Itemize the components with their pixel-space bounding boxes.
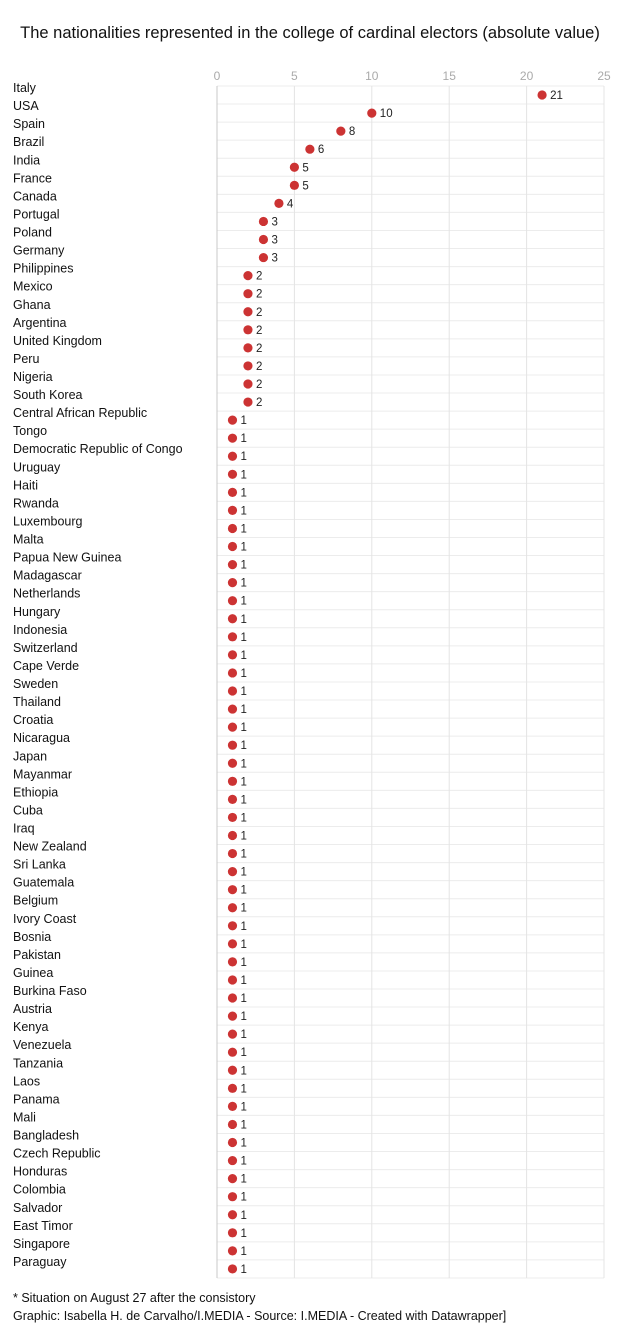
data-point bbox=[305, 145, 314, 154]
category-label: Laos bbox=[13, 1074, 41, 1089]
category-label: Czech Republic bbox=[13, 1146, 101, 1161]
value-label: 1 bbox=[240, 649, 247, 662]
value-label: 1 bbox=[240, 433, 247, 446]
category-label: Cuba bbox=[13, 803, 43, 818]
value-label: 2 bbox=[255, 288, 263, 301]
category-label: Indonesia bbox=[13, 622, 68, 637]
value-label: 2 bbox=[255, 378, 263, 391]
category-label: Mali bbox=[13, 1110, 36, 1125]
category-label: Sri Lanka bbox=[13, 857, 66, 872]
data-point bbox=[228, 831, 237, 840]
data-point bbox=[228, 723, 237, 732]
data-point bbox=[228, 452, 237, 461]
data-point bbox=[243, 289, 252, 298]
value-label: 1 bbox=[240, 812, 247, 825]
category-label: Peru bbox=[13, 351, 40, 366]
value-label: 1 bbox=[240, 451, 247, 464]
value-label: 1 bbox=[240, 487, 247, 500]
data-point bbox=[228, 1084, 237, 1093]
category-label: Argentina bbox=[13, 315, 67, 330]
category-label: Canada bbox=[13, 189, 57, 204]
data-point bbox=[228, 1102, 237, 1111]
category-label: East Timor bbox=[13, 1218, 73, 1233]
category-label: South Korea bbox=[13, 388, 83, 403]
data-point bbox=[228, 578, 237, 587]
data-point bbox=[228, 795, 237, 804]
value-label: 1 bbox=[240, 1209, 247, 1222]
x-tick-label: 15 bbox=[442, 69, 456, 83]
value-label: 2 bbox=[255, 270, 263, 283]
category-label: Bangladesh bbox=[13, 1128, 80, 1143]
category-label: Brazil bbox=[13, 135, 45, 150]
data-point bbox=[243, 343, 252, 352]
data-point bbox=[290, 181, 299, 190]
value-label: 1 bbox=[240, 884, 247, 897]
data-point bbox=[228, 506, 237, 515]
category-label: Philippines bbox=[13, 261, 74, 276]
category-label: Democratic Republic of Congo bbox=[13, 442, 183, 457]
category-label: Poland bbox=[13, 225, 52, 240]
data-point bbox=[243, 379, 252, 388]
category-label: Rwanda bbox=[13, 496, 59, 511]
category-label: United Kingdom bbox=[13, 333, 102, 348]
category-label: Paraguay bbox=[13, 1254, 67, 1269]
data-point bbox=[228, 416, 237, 425]
category-label: Honduras bbox=[13, 1164, 68, 1179]
value-label: 1 bbox=[240, 920, 247, 933]
data-point bbox=[228, 867, 237, 876]
data-point bbox=[228, 993, 237, 1002]
value-label: 1 bbox=[240, 993, 247, 1006]
value-label: 1 bbox=[240, 776, 247, 789]
value-label: 1 bbox=[240, 667, 247, 680]
x-tick-label: 25 bbox=[597, 69, 611, 83]
value-labels bbox=[240, 90, 562, 1276]
value-label: 1 bbox=[240, 577, 247, 590]
x-tick-label: 10 bbox=[365, 69, 379, 83]
data-point bbox=[259, 253, 268, 262]
category-label: France bbox=[13, 171, 52, 186]
data-point bbox=[274, 199, 283, 208]
value-label: 1 bbox=[240, 794, 247, 807]
value-label: 1 bbox=[240, 740, 247, 753]
footnote: * Situation on August 27 after the consistory bbox=[13, 1291, 256, 1305]
value-label: 1 bbox=[240, 1011, 247, 1024]
data-point bbox=[228, 975, 237, 984]
value-label: 3 bbox=[271, 234, 278, 247]
category-label: Netherlands bbox=[13, 586, 81, 601]
value-label: 2 bbox=[255, 342, 263, 355]
category-label: Salvador bbox=[13, 1200, 63, 1215]
value-label: 1 bbox=[240, 1173, 247, 1186]
data-point bbox=[228, 1246, 237, 1255]
data-point bbox=[228, 1048, 237, 1057]
category-label: Tanzania bbox=[13, 1056, 64, 1071]
category-label: Sweden bbox=[13, 677, 59, 692]
data-point bbox=[228, 470, 237, 479]
category-label: Uruguay bbox=[13, 460, 61, 475]
data-point bbox=[228, 777, 237, 786]
data-point bbox=[228, 596, 237, 605]
value-label: 1 bbox=[240, 938, 247, 951]
value-label: 1 bbox=[240, 523, 247, 536]
value-label: 1 bbox=[240, 830, 247, 843]
category-label: Mexico bbox=[13, 279, 53, 294]
data-point bbox=[228, 542, 237, 551]
value-label: 1 bbox=[240, 415, 247, 428]
category-label: Ethiopia bbox=[13, 785, 59, 800]
value-label: 1 bbox=[240, 722, 247, 735]
value-label: 1 bbox=[240, 631, 247, 644]
value-label: 1 bbox=[240, 1065, 247, 1078]
value-label: 1 bbox=[240, 541, 247, 554]
data-point bbox=[228, 957, 237, 966]
value-label: 1 bbox=[240, 866, 247, 879]
category-label: Belgium bbox=[13, 893, 59, 908]
value-label: 10 bbox=[379, 108, 393, 121]
data-point bbox=[228, 939, 237, 948]
category-label: Panama bbox=[13, 1092, 60, 1107]
category-label: Hungary bbox=[13, 604, 61, 619]
value-label: 1 bbox=[240, 1245, 247, 1258]
category-label: Pakistan bbox=[13, 947, 61, 962]
value-label: 1 bbox=[240, 1137, 247, 1150]
data-point bbox=[228, 434, 237, 443]
footer bbox=[13, 1289, 506, 1325]
category-label: Kenya bbox=[13, 1020, 49, 1035]
category-label: Malta bbox=[13, 532, 44, 547]
data-point bbox=[228, 903, 237, 912]
value-label: 1 bbox=[240, 1191, 247, 1204]
data-point bbox=[336, 127, 345, 136]
category-label: Ivory Coast bbox=[13, 911, 77, 926]
data-point bbox=[537, 90, 546, 99]
row-gridlines bbox=[217, 86, 604, 1278]
data-point bbox=[228, 1066, 237, 1075]
data-point bbox=[228, 1174, 237, 1183]
category-label: Bosnia bbox=[13, 929, 52, 944]
data-point bbox=[228, 813, 237, 822]
value-label: 1 bbox=[240, 1119, 247, 1132]
data-point bbox=[228, 632, 237, 641]
category-label: Ghana bbox=[13, 297, 51, 312]
data-point bbox=[228, 1138, 237, 1147]
value-label: 1 bbox=[240, 1227, 247, 1240]
data-point bbox=[228, 1192, 237, 1201]
category-label: Germany bbox=[13, 243, 65, 258]
category-label: Croatia bbox=[13, 713, 54, 728]
x-axis-ticks bbox=[214, 69, 611, 83]
value-label: 1 bbox=[240, 1263, 247, 1276]
category-label: Nicaragua bbox=[13, 731, 70, 746]
value-label: 1 bbox=[240, 704, 247, 717]
category-label: Guatemala bbox=[13, 875, 75, 890]
data-point bbox=[259, 217, 268, 226]
data-point bbox=[228, 704, 237, 713]
data-point bbox=[243, 271, 252, 280]
data-point bbox=[228, 1228, 237, 1237]
data-point bbox=[228, 885, 237, 894]
category-label: Japan bbox=[13, 749, 48, 764]
value-label: 1 bbox=[240, 613, 247, 626]
category-label: Venezuela bbox=[13, 1038, 72, 1053]
value-label: 1 bbox=[240, 758, 247, 771]
category-label: Iraq bbox=[13, 821, 35, 836]
data-point bbox=[228, 560, 237, 569]
credit-line: Graphic: Isabella H. de Carvalho/I.MEDIA - Source: I.MEDIA - Created with Datawrapper] bbox=[13, 1309, 507, 1323]
category-label: Colombia bbox=[13, 1182, 66, 1197]
value-label: 1 bbox=[240, 902, 247, 915]
data-point bbox=[228, 1210, 237, 1219]
value-label: 1 bbox=[240, 1155, 247, 1168]
value-label: 8 bbox=[348, 126, 356, 139]
value-label: 1 bbox=[240, 686, 247, 699]
value-label: 21 bbox=[550, 90, 563, 103]
category-label: Spain bbox=[13, 117, 45, 132]
data-point bbox=[367, 108, 376, 117]
value-label: 1 bbox=[240, 1029, 247, 1042]
category-label: Papua New Guinea bbox=[13, 550, 122, 565]
data-point bbox=[228, 1030, 237, 1039]
data-point bbox=[228, 1120, 237, 1129]
value-label: 2 bbox=[255, 324, 263, 337]
category-label: Thailand bbox=[13, 695, 61, 710]
data-point bbox=[259, 235, 268, 244]
data-point bbox=[228, 741, 237, 750]
x-tick-label: 20 bbox=[519, 69, 534, 83]
data-point bbox=[228, 1264, 237, 1273]
data-point bbox=[228, 650, 237, 659]
chart-title: The nationalities represented in the college of cardinal electors (absolute value) bbox=[20, 24, 600, 42]
value-label: 1 bbox=[240, 559, 247, 572]
value-label: 1 bbox=[240, 469, 247, 482]
data-point bbox=[243, 325, 252, 334]
category-label: Portugal bbox=[13, 207, 60, 222]
category-label: USA bbox=[13, 99, 39, 114]
data-point bbox=[228, 849, 237, 858]
value-label: 6 bbox=[317, 144, 325, 157]
value-label: 1 bbox=[240, 595, 247, 608]
value-label: 4 bbox=[286, 198, 294, 211]
data-point bbox=[228, 1011, 237, 1020]
value-label: 3 bbox=[271, 252, 278, 265]
category-label: Austria bbox=[13, 1002, 52, 1017]
value-label: 1 bbox=[240, 1101, 247, 1114]
category-label: India bbox=[13, 153, 41, 168]
x-tick-label: 5 bbox=[291, 69, 298, 83]
value-label: 1 bbox=[240, 1047, 247, 1060]
value-label: 1 bbox=[240, 956, 247, 969]
data-point bbox=[243, 361, 252, 370]
data-point bbox=[228, 614, 237, 623]
value-label: 1 bbox=[240, 1083, 247, 1096]
category-label: Central African Republic bbox=[13, 406, 148, 421]
category-label: Mayanmar bbox=[13, 767, 73, 782]
category-labels bbox=[13, 81, 183, 1269]
category-label: Guinea bbox=[13, 965, 54, 980]
value-label: 5 bbox=[302, 180, 309, 193]
data-point bbox=[243, 307, 252, 316]
data-point bbox=[228, 686, 237, 695]
value-label: 2 bbox=[255, 360, 263, 373]
data-point bbox=[228, 668, 237, 677]
value-label: 1 bbox=[240, 505, 247, 518]
value-label: 2 bbox=[255, 306, 263, 319]
data-point bbox=[290, 163, 299, 172]
category-label: Madagascar bbox=[13, 568, 82, 583]
data-point bbox=[228, 1156, 237, 1165]
category-label: Tongo bbox=[13, 424, 48, 439]
data-point bbox=[228, 488, 237, 497]
data-point bbox=[228, 759, 237, 768]
x-tick-label: 0 bbox=[213, 69, 221, 83]
category-label: Cape Verde bbox=[13, 658, 80, 673]
value-label: 5 bbox=[302, 162, 309, 175]
value-label: 3 bbox=[271, 216, 278, 229]
data-point bbox=[228, 921, 237, 930]
value-label: 1 bbox=[240, 848, 247, 861]
category-label: Haiti bbox=[13, 478, 39, 493]
value-label: 2 bbox=[255, 397, 263, 410]
value-label: 1 bbox=[240, 974, 247, 987]
data-point bbox=[228, 524, 237, 533]
category-label: Burkina Faso bbox=[13, 984, 87, 999]
category-label: Luxembourg bbox=[13, 514, 83, 529]
category-label: Singapore bbox=[13, 1236, 70, 1251]
category-label: Switzerland bbox=[13, 640, 78, 655]
category-label: New Zealand bbox=[13, 839, 87, 854]
category-label: Nigeria bbox=[13, 369, 53, 384]
category-label: Italy bbox=[13, 81, 36, 96]
data-point bbox=[243, 397, 252, 406]
